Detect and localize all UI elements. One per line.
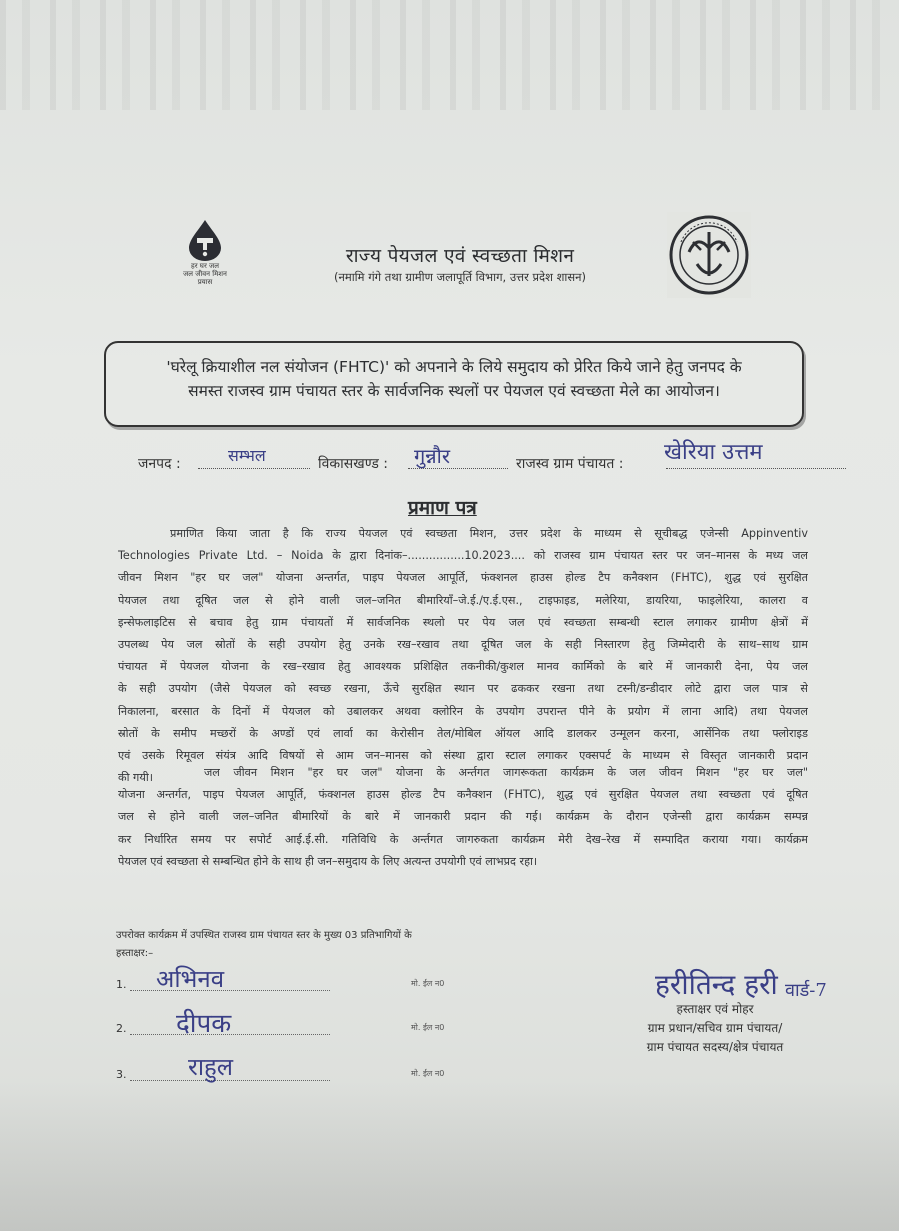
program-title-box	[104, 341, 804, 427]
block-label: विकासखण्ड :	[318, 456, 389, 472]
certificate-heading: प्रमाण पत्र	[408, 497, 477, 519]
para1-line: पंचायत में पेयजल योजना के रख–रखाव हेतु आवश्यक प्रशिक्षित तकनीकी/कुशल मानव कार्मिको के बारे में जानकारी देना, पेय जल	[118, 660, 808, 674]
logo-line-3: प्रयास	[197, 278, 213, 286]
up-government-seal-icon	[667, 212, 751, 298]
signatory-number: 3.	[116, 1068, 127, 1081]
org-title: राज्य पेयजल एवं स्वच्छता मिशन	[345, 245, 575, 267]
para1-line: निकालना, बरसात के दिनों में पेयजल को उबालकर अथवा क्लोरिन के उपयोग उपरान्त पीने के प्रयोग में लाना आदि) तथा पेयजल	[118, 704, 808, 718]
para2-line: कर निर्धारित समय पर सपोर्ट आई.ई.सी. गतिविधि के अर्न्तगत जागरुकता कार्यक्रम मेरी देख–रेख में सम्पादित कराया गया। कार्यक्रम	[118, 832, 808, 846]
signatories-intro-line: हस्ताक्षर:–	[116, 948, 154, 959]
para1-line: इन्सेफलाइटिस से बचाव हेतु ग्राम पंचायतों में सार्वजनिक स्थलो पर पेय जल एवं स्वच्छता सम्बन्धी स्टाल लगाकर ग्रामीण क्षेत्रों में	[118, 615, 808, 629]
title-line-1: 'घरेलू क्रियाशील नल संयोजन (FHTC)' को अपनाने के लिये समुदाय को प्रेरित किये जाने हेतु जनपद के	[166, 358, 742, 376]
para1-line: जीवन मिशन "हर घर जल" योजना अन्तर्गत, पाइप पेयजल आपूर्ति, फंक्शनल हाउस होल्ड टैप कनैक्शन (FHTC), शुद्ध एवं सुरक्षित	[118, 571, 808, 585]
sign-role-line: ग्राम पंचायत सदस्य/क्षेत्र पंचायत	[646, 1040, 784, 1054]
mobile-label: मो. ईल न0	[411, 979, 445, 988]
ward-note: वार्ड-7	[785, 980, 827, 1001]
para1-line: के सही उपयोग (जैसे पेयजल को स्वच्छ रखना, ऊँचे सुरक्षित स्थान पर ढककर रखना तथा टस्नी/डन्डीदार लोटे द्वारा जल पात्र से	[118, 682, 808, 696]
para1-line: की गयी।	[118, 771, 153, 785]
sign-role-line: ग्राम प्रधान/सचिव ग्राम पंचायत/	[647, 1021, 783, 1035]
signatories-intro	[116, 927, 516, 963]
signatory-signature: दीपक	[176, 1009, 232, 1039]
har-ghar-jal-logo	[160, 218, 250, 298]
water-tap-drop-icon	[185, 218, 225, 262]
mobile-label: मो. ईल न0	[411, 1069, 445, 1078]
panchayat-label: राजस्व ग्राम पंचायत :	[516, 456, 624, 472]
para1-line: Technologies Private Ltd. – Noida के द्वारा दिनांक–................10.2023.... को राजस्व ग्राम पंचायत स्तर पर जन–मानस के मध्य जल	[118, 549, 808, 563]
signatory-row	[116, 1006, 466, 1042]
para1-line: एवं उसके रिमूवल संयंत्र आदि विषयों से आम जन–मानस को संस्था द्वारा स्टाल लगाकर एक्सपर्ट के माध्यम से विस्तृत जानकारी प्रदान	[118, 749, 808, 763]
district-label: जनपद :	[138, 456, 181, 472]
para2-line: जल जीवन मिशन "हर घर जल" योजना के अर्न्तगत जागरूकता कार्यक्रम के जल जीवन मिशन "हर घर जल"	[204, 766, 808, 779]
para1-line: प्रमाणित किया जाता है कि राज्य पेयजल एवं स्वच्छता मिशन, उत्तर प्रदेश के माध्यम से सूचीबद्ध एजेन्सी Appinventiv	[170, 527, 808, 540]
para2-line: योजना अन्तर्गत, पाइप पेयजल आपूर्ति, फंक्शनल हाउस होल्ड टैप कनैक्शन (FHTC), शुद्ध एवं सुरक्षित पेयजल तथा स्वच्छता एवं दूषित	[118, 788, 808, 802]
para1-line: स्रोतों के समीप मच्छरों के अण्डों एवं लार्वा का केरोसीन तेल/मोबिल ऑयल आदि डालकर उन्मूलन करना, आर्सेनिक तथा फ्लोराइड	[118, 726, 808, 740]
logo-line-1: हर घर जल	[191, 262, 219, 270]
signatory-signature: अभिनव	[156, 965, 225, 993]
logo-line-2: जल जीवन मिशन	[183, 270, 227, 278]
panchayat-value: खेरिया उत्तम	[664, 440, 763, 465]
title-line-2: समस्त राजस्व ग्राम पंचायत स्तर के सार्वजनिक स्थलों पर पेयजल एवं स्वच्छता मेले का आयोजन।	[188, 382, 720, 400]
location-fields	[138, 440, 858, 480]
official-sign-block	[600, 1000, 830, 1057]
district-value: सम्भल	[228, 446, 266, 465]
signature-line	[130, 1080, 330, 1081]
certificate-paragraph-1	[118, 523, 808, 789]
sign-caption: हस्ताक्षर एवं मोहर	[676, 1002, 754, 1016]
mobile-label: मो. ईल न0	[411, 1023, 445, 1032]
signatory-number: 1.	[116, 978, 127, 991]
certificate-paragraph-2	[118, 762, 808, 873]
para2-line: जल से होने वाली जल–जनित बीमारियों के बारे में जानकारी प्रदान की गई। कार्यक्रम के दौरान एजेन्सी द्वारा कार्यक्रम सम्पन्न	[118, 810, 808, 824]
signatory-number: 2.	[116, 1022, 127, 1035]
signatory-signature: राहुल	[188, 1053, 234, 1081]
signatory-row	[116, 962, 466, 998]
org-subtitle: (नमामि गंगे तथा ग्रामीण जलापूर्ति विभाग, उत्तर प्रदेश शासन)	[333, 270, 587, 284]
signatories-intro-line: उपरोक्त कार्यक्रम में उपस्थित राजस्व ग्राम पंचायत स्तर के मुख्य 03 प्रतिभागियों के	[116, 930, 412, 941]
signatory-row	[116, 1052, 466, 1088]
para2-line: पेयजल एवं स्वच्छता से सम्बन्धित होने के साथ ही जन–समुदाय के लिए अत्यन्त उपयोगी एवं लाभप्रद रहा।	[118, 854, 538, 868]
para1-line: उपलब्ध पेय जल स्रोतों के सही उपयोग हेतु उनके रख–रखाव तथा दूषित जल के सही निस्तारण हेतु जिम्मेदारी के साथ–साथ ग्राम	[118, 638, 808, 652]
official-signature: हरीतिन्द हरी	[655, 968, 778, 1001]
para1-line: पेयजल तथा दूषित जल से होने वाली जल–जनित बीमारियाँ–जे.ई./ए.ई.एस., टाइफाइड, मलेरिया, डायरिया, फाइलेरिया, कालरा व	[118, 593, 808, 607]
block-value: गुन्नौर	[414, 444, 451, 468]
